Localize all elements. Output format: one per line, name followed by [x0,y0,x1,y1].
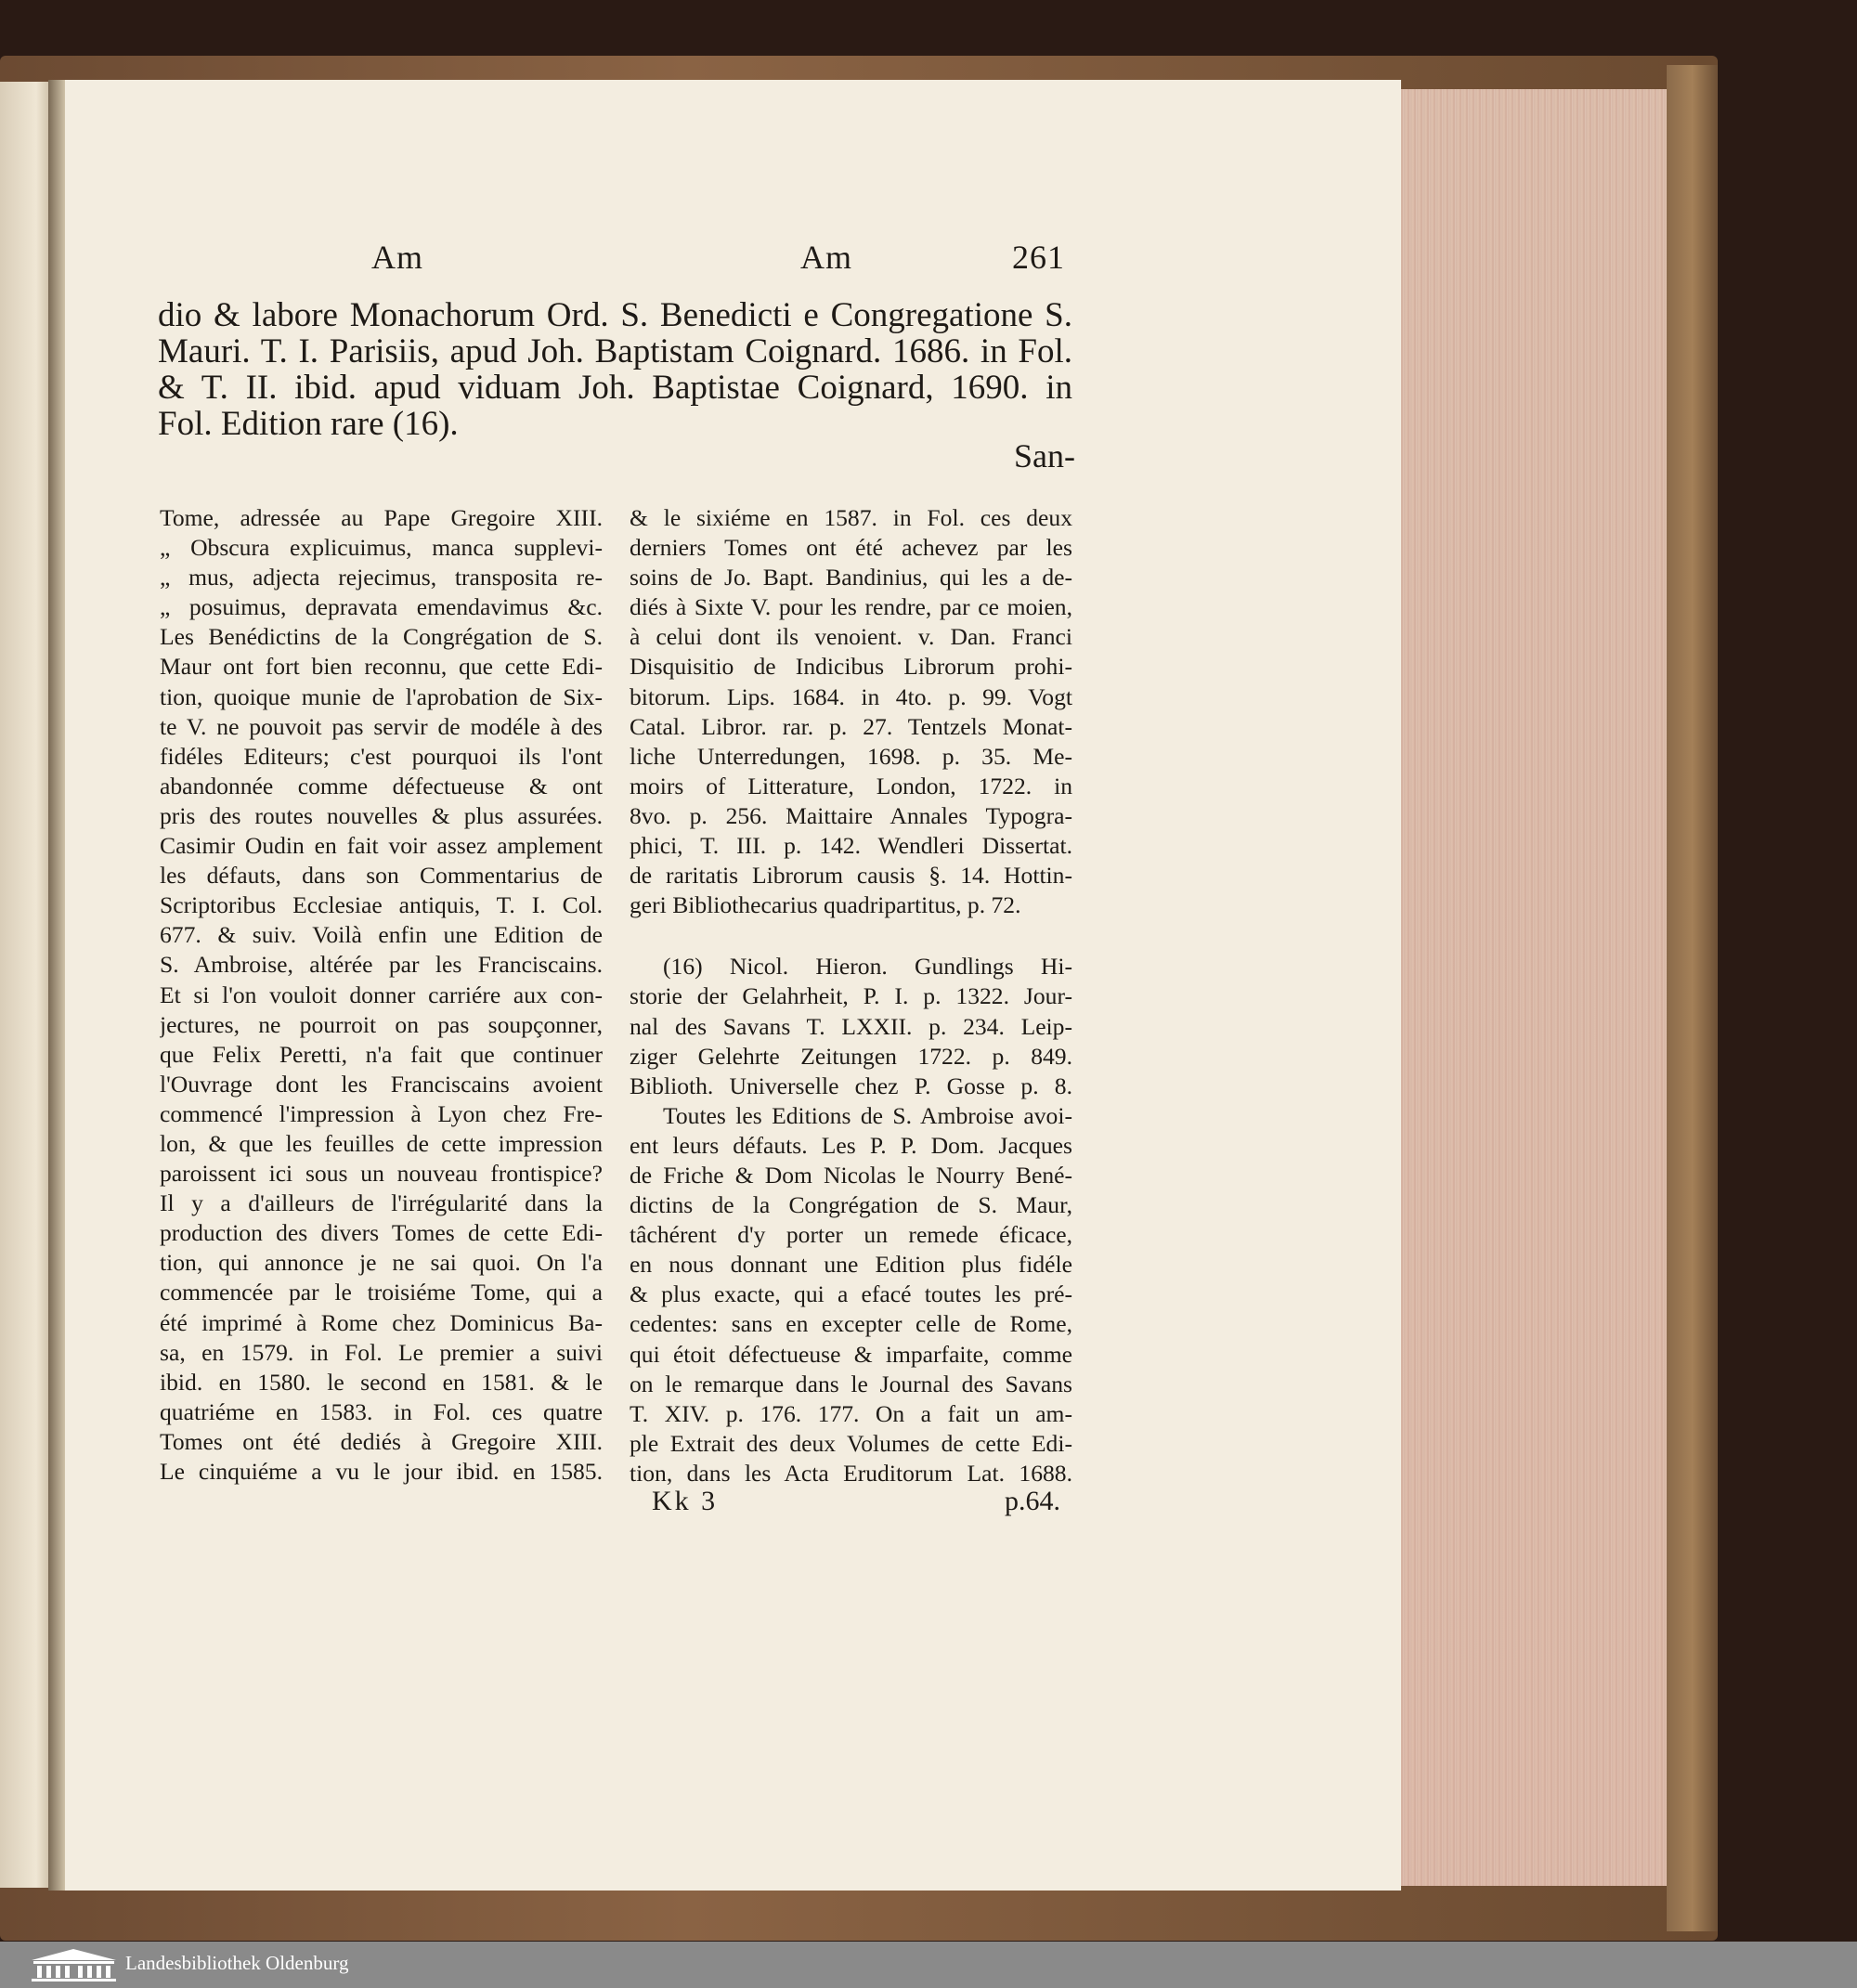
text-line: Casimir Oudin en fait voir assez amplement [160,832,603,860]
text-line: dictins de la Congrégation de S. Maur, [630,1191,1072,1219]
text-line: les défauts, dans son Commentarius de [160,862,603,890]
footer-library-name: Landesbibliothek Oldenburg [125,1952,349,1974]
catchword: p.64. [1005,1486,1060,1516]
text-line: liche Unterredungen, 1698. p. 35. Me- [630,742,1072,770]
text-line: soins de Jo. Bapt. Bandinius, qui les a de- [630,564,1072,591]
text-line: ple Extrait des deux Volumes de cette Edi- [630,1429,1072,1457]
text-line: tion, quoique munie de l'aprobation de Six- [160,682,603,710]
text-line: Il y a d'ailleurs de l'irrégularité dans la [160,1189,603,1217]
text-line: quatriéme en 1583. in Fol. ces quatre [160,1397,603,1425]
text-line: Et si l'on vouloit donner carriére aux con- [160,981,603,1008]
left-column [160,503,603,1487]
text-line: bitorum. Lips. 1684. in 4to. p. 99. Vogt [630,682,1072,710]
text-line: fidéles Editeurs; c'est pourquoi ils l'ont [160,742,603,770]
text-line: S. Ambroise, altérée par les Franciscains. [160,951,603,979]
book-board-right [1667,65,1718,1931]
text-line: cedentes: sans en excepter celle de Rome, [630,1310,1072,1338]
page-edges [1397,89,1667,1886]
heading-line: Fol. Edition rare (16). [158,405,459,443]
text-line: Scriptoribus Ecclesiae antiquis, T. I. Col. [160,891,603,919]
heading-line: dio & labore Monachorum Ord. S. Benedicti e Congregatione S. [158,296,1072,334]
text-line: commencée par le troisiéme Tome, qui a [160,1279,603,1306]
text-line: ibid. en 1580. le second en 1581. & le [160,1368,603,1396]
text-line: „ mus, adjecta rejecimus, transposita re- [160,564,603,591]
text-line: à celui dont ils venoient. v. Dan. Franci [630,623,1072,651]
text-line: geri Bibliothecarius quadripartitus, p. 72. [630,891,1021,919]
paragraph-gap [630,920,1072,952]
text-line: derniers Tomes ont été achevez par les [630,534,1072,562]
text-line: Biblioth. Universelle chez P. Gosse p. 8. [630,1072,1072,1099]
text-line: jectures, ne pourroit on pas soupçonner, [160,1010,603,1038]
heading-line: & T. II. ibid. apud viduam Joh. Baptistae Coignard, 1690. in [158,369,1072,407]
text-line: commencé l'impression à Lyon chez Fre- [160,1099,603,1127]
text-line: tâchérent d'y porter un remede éficace, [630,1221,1072,1249]
text-line: Tome, adressée au Pape Gregoire XIII. [160,504,603,531]
text-line: „ posuimus, depravata emendavimus &c. [160,593,603,621]
right-column [630,503,1072,1488]
heading-line: Mauri. T. I. Parisiis, apud Joh. Baptistam Coignard. 1686. in Fol. [158,332,1072,370]
text-line: & plus exacte, qui a efacé toutes les pré- [630,1280,1072,1308]
text-line: Toutes les Editions de S. Ambroise avoi- [663,1101,1072,1129]
text-line: tion, qui annonce je ne sai quoi. On l'a [160,1249,603,1277]
page-number: 261 [1012,239,1065,276]
text-line: & le sixiéme en 1587. in Fol. ces deux [630,504,1072,531]
text-line: pris des routes nouvelles & plus assurées. [160,801,603,829]
text-line: 677. & suiv. Voilà enfin une Edition de [160,921,603,949]
text-line: (16) Nicol. Hieron. Gundlings Hi- [663,953,1072,981]
text-line: ent leurs défauts. Les P. P. Dom. Jacques [630,1131,1072,1159]
running-head-left: Am [371,239,423,276]
text-line: Les Benédictins de la Congrégation de S. [160,623,603,651]
running-head-center: Am [800,239,852,276]
text-line: Catal. Libror. rar. p. 27. Tentzels Monat- [630,712,1072,740]
left-page-edge [0,82,52,1888]
heading-block [158,297,1072,442]
library-building-icon [30,1947,118,1982]
signature-mark: Kk 3 [652,1486,719,1516]
text-line: que Felix Peretti, n'a fait que continuer [160,1040,603,1068]
text-line: „ Obscura explicuimus, manca supplevi- [160,534,603,562]
text-line: moirs of Litterature, London, 1722. in [630,772,1072,799]
text-line: on le remarque dans le Journal des Savans [630,1370,1072,1397]
text-line: Maur ont fort bien reconnu, que cette Edi- [160,653,603,681]
text-line: production des divers Tomes de cette Edi- [160,1219,603,1247]
text-line: diés à Sixte V. pour les rendre, par ce moien, [630,593,1072,621]
text-line: abandonnée comme défectueuse & ont [160,772,603,799]
text-line: Disquisitio de Indicibus Librorum prohi- [630,653,1072,681]
text-line: été imprimé à Rome chez Dominicus Ba- [160,1308,603,1336]
text-line: paroissent ici sous un nouveau frontispice? [160,1160,603,1188]
text-line: storie der Gelahrheit, P. I. p. 1322. Jour- [630,982,1072,1010]
text-line: de raritatis Librorum causis §. 14. Hottin- [630,862,1072,890]
text-line: 8vo. p. 256. Maittaire Annales Typogra- [630,801,1072,829]
text-line: Tomes ont été dediés à Gregoire XIII. [160,1427,603,1455]
text-line: lon, & que les feuilles de cette impression [160,1129,603,1157]
heading-catchword: San- [1014,437,1075,474]
text-line: phici, T. III. p. 142. Wendleri Dissertat. [630,832,1072,860]
text-line: l'Ouvrage dont les Franciscains avoient [160,1070,603,1098]
text-line: qui étoit défectueuse & imparfaite, comme [630,1340,1072,1368]
text-line: nal des Savans T. LXXII. p. 234. Leip- [630,1012,1072,1040]
text-line: T. XIV. p. 176. 177. On a fait un am- [630,1399,1072,1427]
text-line: sa, en 1579. in Fol. Le premier a suivi [160,1338,603,1366]
text-line: tion, dans les Acta Eruditorum Lat. 1688. [630,1459,1072,1487]
text-line: de Friche & Dom Nicolas le Nourry Bené- [630,1161,1072,1189]
gutter [48,80,65,1891]
text-line: Le cinquiéme a vu le jour ibid. en 1585. [160,1458,603,1485]
text-line: ziger Gelehrte Zeitungen 1722. p. 849. [630,1042,1072,1070]
text-line: te V. ne pouvoit pas servir de modéle à des [160,712,603,740]
text-line: en nous donnant une Edition plus fidéle [630,1251,1072,1279]
